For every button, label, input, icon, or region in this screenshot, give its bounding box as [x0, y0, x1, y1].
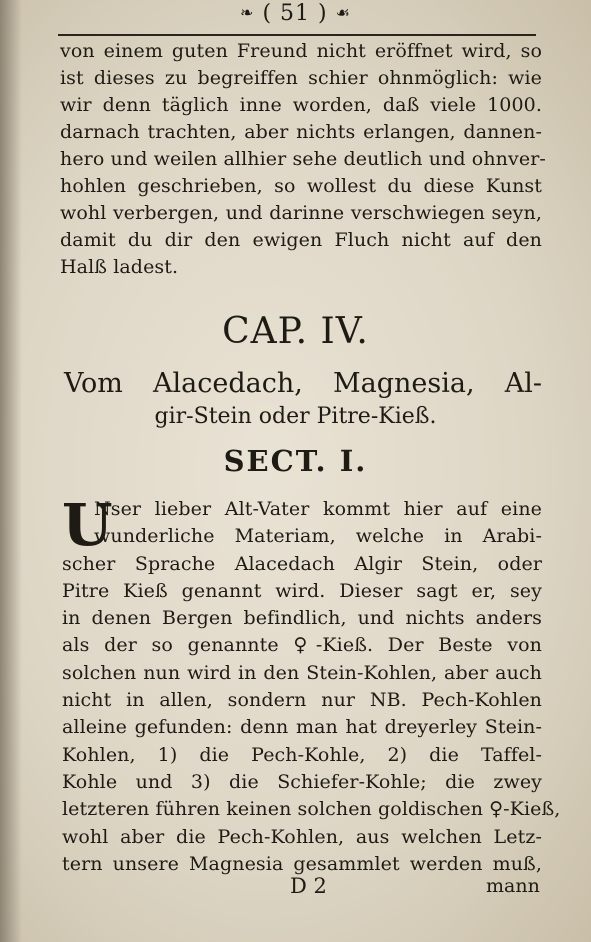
text-line: solchen nun wird in den Stein-Kohlen, aber auch [62, 661, 542, 684]
text-line: Pitre Kieß genannt wird. Dieser sagt er, sey [62, 579, 542, 602]
text-line: ist dieses zu begreiffen schier ohnmöglich: wie [60, 67, 542, 89]
text-line: hohlen geschrieben, so wollest du diese Kunst [60, 175, 542, 197]
text-line: tern unsere Magnesia gesammlet werden muß, [62, 852, 542, 875]
text-line: alleine gefunden: denn man hat dreyerley Stein- [62, 716, 542, 739]
text-line: in denen Bergen befindlich, und nichts anders [62, 607, 542, 630]
page-header [0, 0, 591, 30]
signature-mark: D 2 [290, 874, 327, 898]
text-line: darnach trachten, aber nichts erlangen, dannen- [60, 121, 542, 143]
text-line: letzteren führen keinen solchen goldischen ♀-Kieß, [62, 798, 561, 821]
catchword: mann [486, 875, 540, 897]
text-line: damit du dir den ewigen Fluch nicht auf den [60, 229, 542, 251]
text-line: Nser lieber Alt-Vater kommt hier auf eine [94, 498, 542, 520]
text-line: wohl verbergen, und darinne verschwiegen seyn, [60, 202, 542, 224]
header-rule [58, 34, 536, 36]
text-line: Kohlen, 1) die Pech-Kohle, 2) die Taffel- [62, 743, 542, 766]
text-line: wohl aber die Pech-Kohlen, aus welchen Letz- [62, 825, 542, 848]
chapter-heading: CAP. IV. [222, 311, 369, 352]
drop-cap: U [62, 491, 113, 559]
left-ornament: ❧ [240, 3, 255, 22]
text-line: wunderliche Materiam, welche in Arabi- [94, 525, 542, 548]
right-ornament: ☙ [335, 3, 351, 22]
text-line: wir denn täglich inne worden, daß viele 1000. [60, 94, 542, 116]
chapter-title-line-1: Vom Alacedach, Magnesia, Al- [64, 368, 542, 399]
text-line: hero und weilen allhier sehe deutlich und ohnver- [60, 148, 546, 170]
text-line: nicht in allen, sondern nur NB. Pech-Kohlen [62, 689, 542, 712]
text-line: von einem guten Freund nicht eröffnet wird, so [60, 40, 542, 62]
top-text-block [60, 38, 546, 281]
text-line: Kohle und 3) die Schiefer-Kohle; die zwey [62, 770, 542, 793]
page-footer [0, 873, 591, 899]
text-line: scher Sprache Alacedach Algir Stein, oder [62, 552, 542, 575]
chapter-title-line-2: gir-Stein oder Pitre-Kieß. [154, 404, 437, 429]
text-line: Halß ladest. [60, 256, 179, 278]
section-heading: SECT. I. [223, 444, 368, 478]
section-paragraph [62, 491, 561, 878]
page-number: ( 51 ) [262, 1, 328, 26]
text-line: als der so genannte ♀-Kieß. Der Beste von [62, 634, 542, 657]
